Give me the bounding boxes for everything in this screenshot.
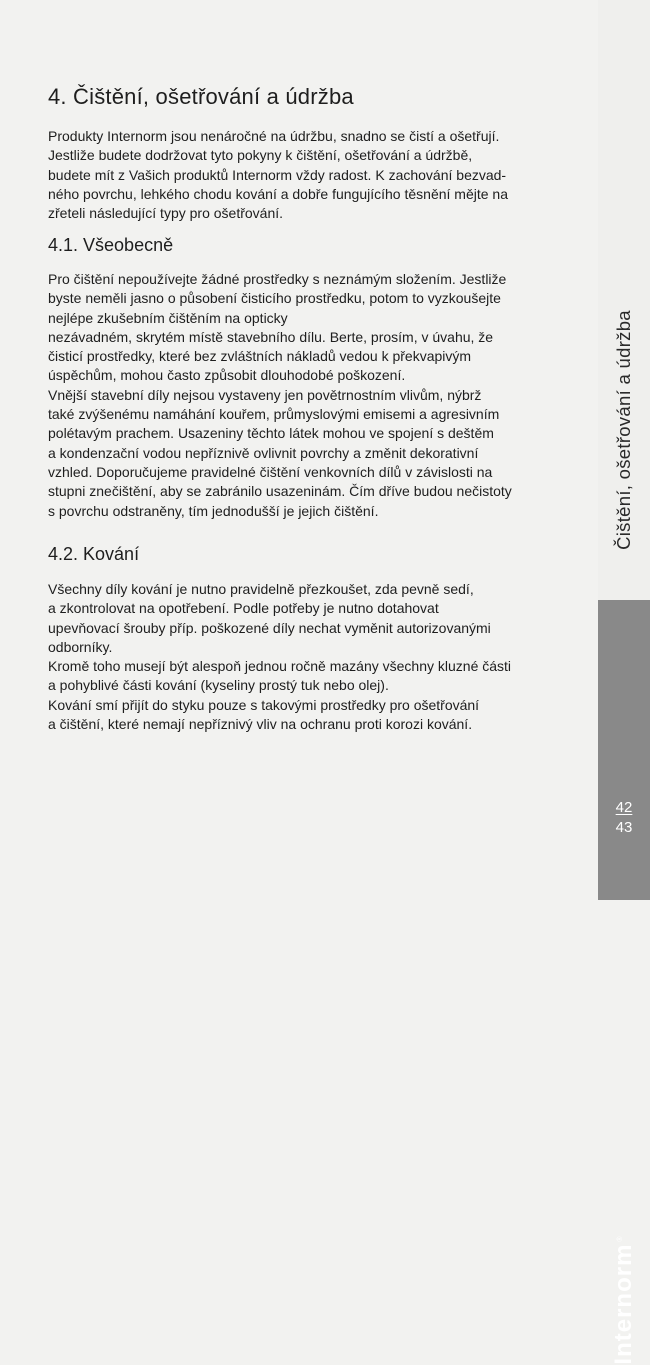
general-line: vzhled. Doporučujeme pravidelné čištění venkovních dílů v závislosti na	[48, 463, 493, 480]
intro-line: Produkty Internorm jsou nenáročné na údržbu, snadno se čistí a ošetřují.	[48, 128, 500, 144]
sidebar-brand-band	[598, 600, 650, 1365]
intro-paragraph	[48, 127, 588, 223]
page-number-left: 42	[615, 799, 633, 816]
general-line: čisticí prostředky, které bez zvláštních nákladů vedou k překvapivým	[48, 348, 472, 365]
section-heading-hardware: 4.2. Kování	[48, 544, 140, 564]
general-line: také zvýšenému namáhání kouřem, průmyslovými emisemi a agresivním	[48, 406, 500, 423]
general-line: Vnější stavební díly nejsou vystaveny jen povětrnostním vlivům, nýbrž	[48, 386, 482, 403]
hardware-line: upevňovací šrouby příp. poškozené díly nechat vyměnit autorizovanými	[48, 619, 491, 636]
page-heading: 4. Čištění, ošetřování a údržba	[48, 84, 354, 109]
hardware-line: Všechny díly kování je nutno pravidelně přezkoušet, zda pevně sedí,	[48, 581, 474, 597]
general-line: a kondenzační vodou nepříznivě ovlivnit povrchy a změnit dekorativní	[48, 444, 479, 461]
general-line: polétavým prachem. Usazeniny těchto látek mohou ve spojení s deštěm	[48, 425, 494, 442]
hardware-line: Kromě toho musejí být alespoň jednou ročně mazány všechny kluzné části	[48, 658, 512, 675]
hardware-paragraph	[48, 580, 588, 734]
section-heading-general: 4.1. Všeobecně	[48, 235, 174, 255]
general-line: byste neměli jasno o působení čisticího prostředku, potom to vyzkoušejte	[48, 290, 501, 307]
sidebar-title-band	[598, 0, 650, 600]
hardware-line: odborníky.	[48, 638, 113, 655]
intro-line: zřeteli následující typy pro ošetřování.	[48, 205, 284, 222]
intro-line: budete mít z Vašich produktů Internorm vždy radost. K zachování bezvad-	[48, 166, 507, 183]
general-line: stupni znečištění, aby se zabránilo usazeninám. Čím dříve budou nečistoty	[48, 483, 512, 500]
sidebar-section-title: Čištění, ošetřování a údržba	[613, 310, 634, 550]
hardware-line: a zkontrolovat na opotřebení. Podle potřeby je nutno dotahovat	[48, 600, 439, 617]
general-line: nezávadném, skrytém místě stavebního dílu. Berte, prosím, v úvahu, že	[48, 328, 494, 345]
general-paragraph	[48, 270, 588, 521]
intro-line: Jestliže budete dodržovat tyto pokyny k čištění, ošetřování a údržbě,	[48, 147, 473, 164]
hardware-line: a pohyblivé části kování (kyseliny prostý tuk nebo olej).	[48, 677, 389, 694]
registered-mark: ®	[617, 1235, 624, 1242]
section-sidebar	[598, 0, 650, 1365]
brand-name: Internorm	[610, 1243, 637, 1365]
brand-logo	[610, 1235, 638, 1364]
general-line: Pro čištění nepoužívejte žádné prostředky s neznámým složením. Jestliže	[48, 271, 507, 287]
hardware-line: a čištění, které nemají nepříznivý vliv na ochranu proti korozi kování.	[48, 716, 473, 733]
hardware-line: Kování smí přijít do styku pouze s takovými prostředky pro ošetřování	[48, 696, 480, 713]
intro-line: ného povrchu, lehkého chodu kování a dobře fungujícího těsnění mějte na	[48, 185, 508, 202]
general-line: nejlépe zkušebním čištěním na opticky	[48, 309, 288, 326]
general-line: úspěchům, mohou často způsobit dlouhodobé poškození.	[48, 367, 406, 384]
general-line: s povrchu odstraněny, tím jednodušší je jejich čištění.	[48, 502, 379, 519]
page-number-right: 43	[615, 819, 633, 836]
